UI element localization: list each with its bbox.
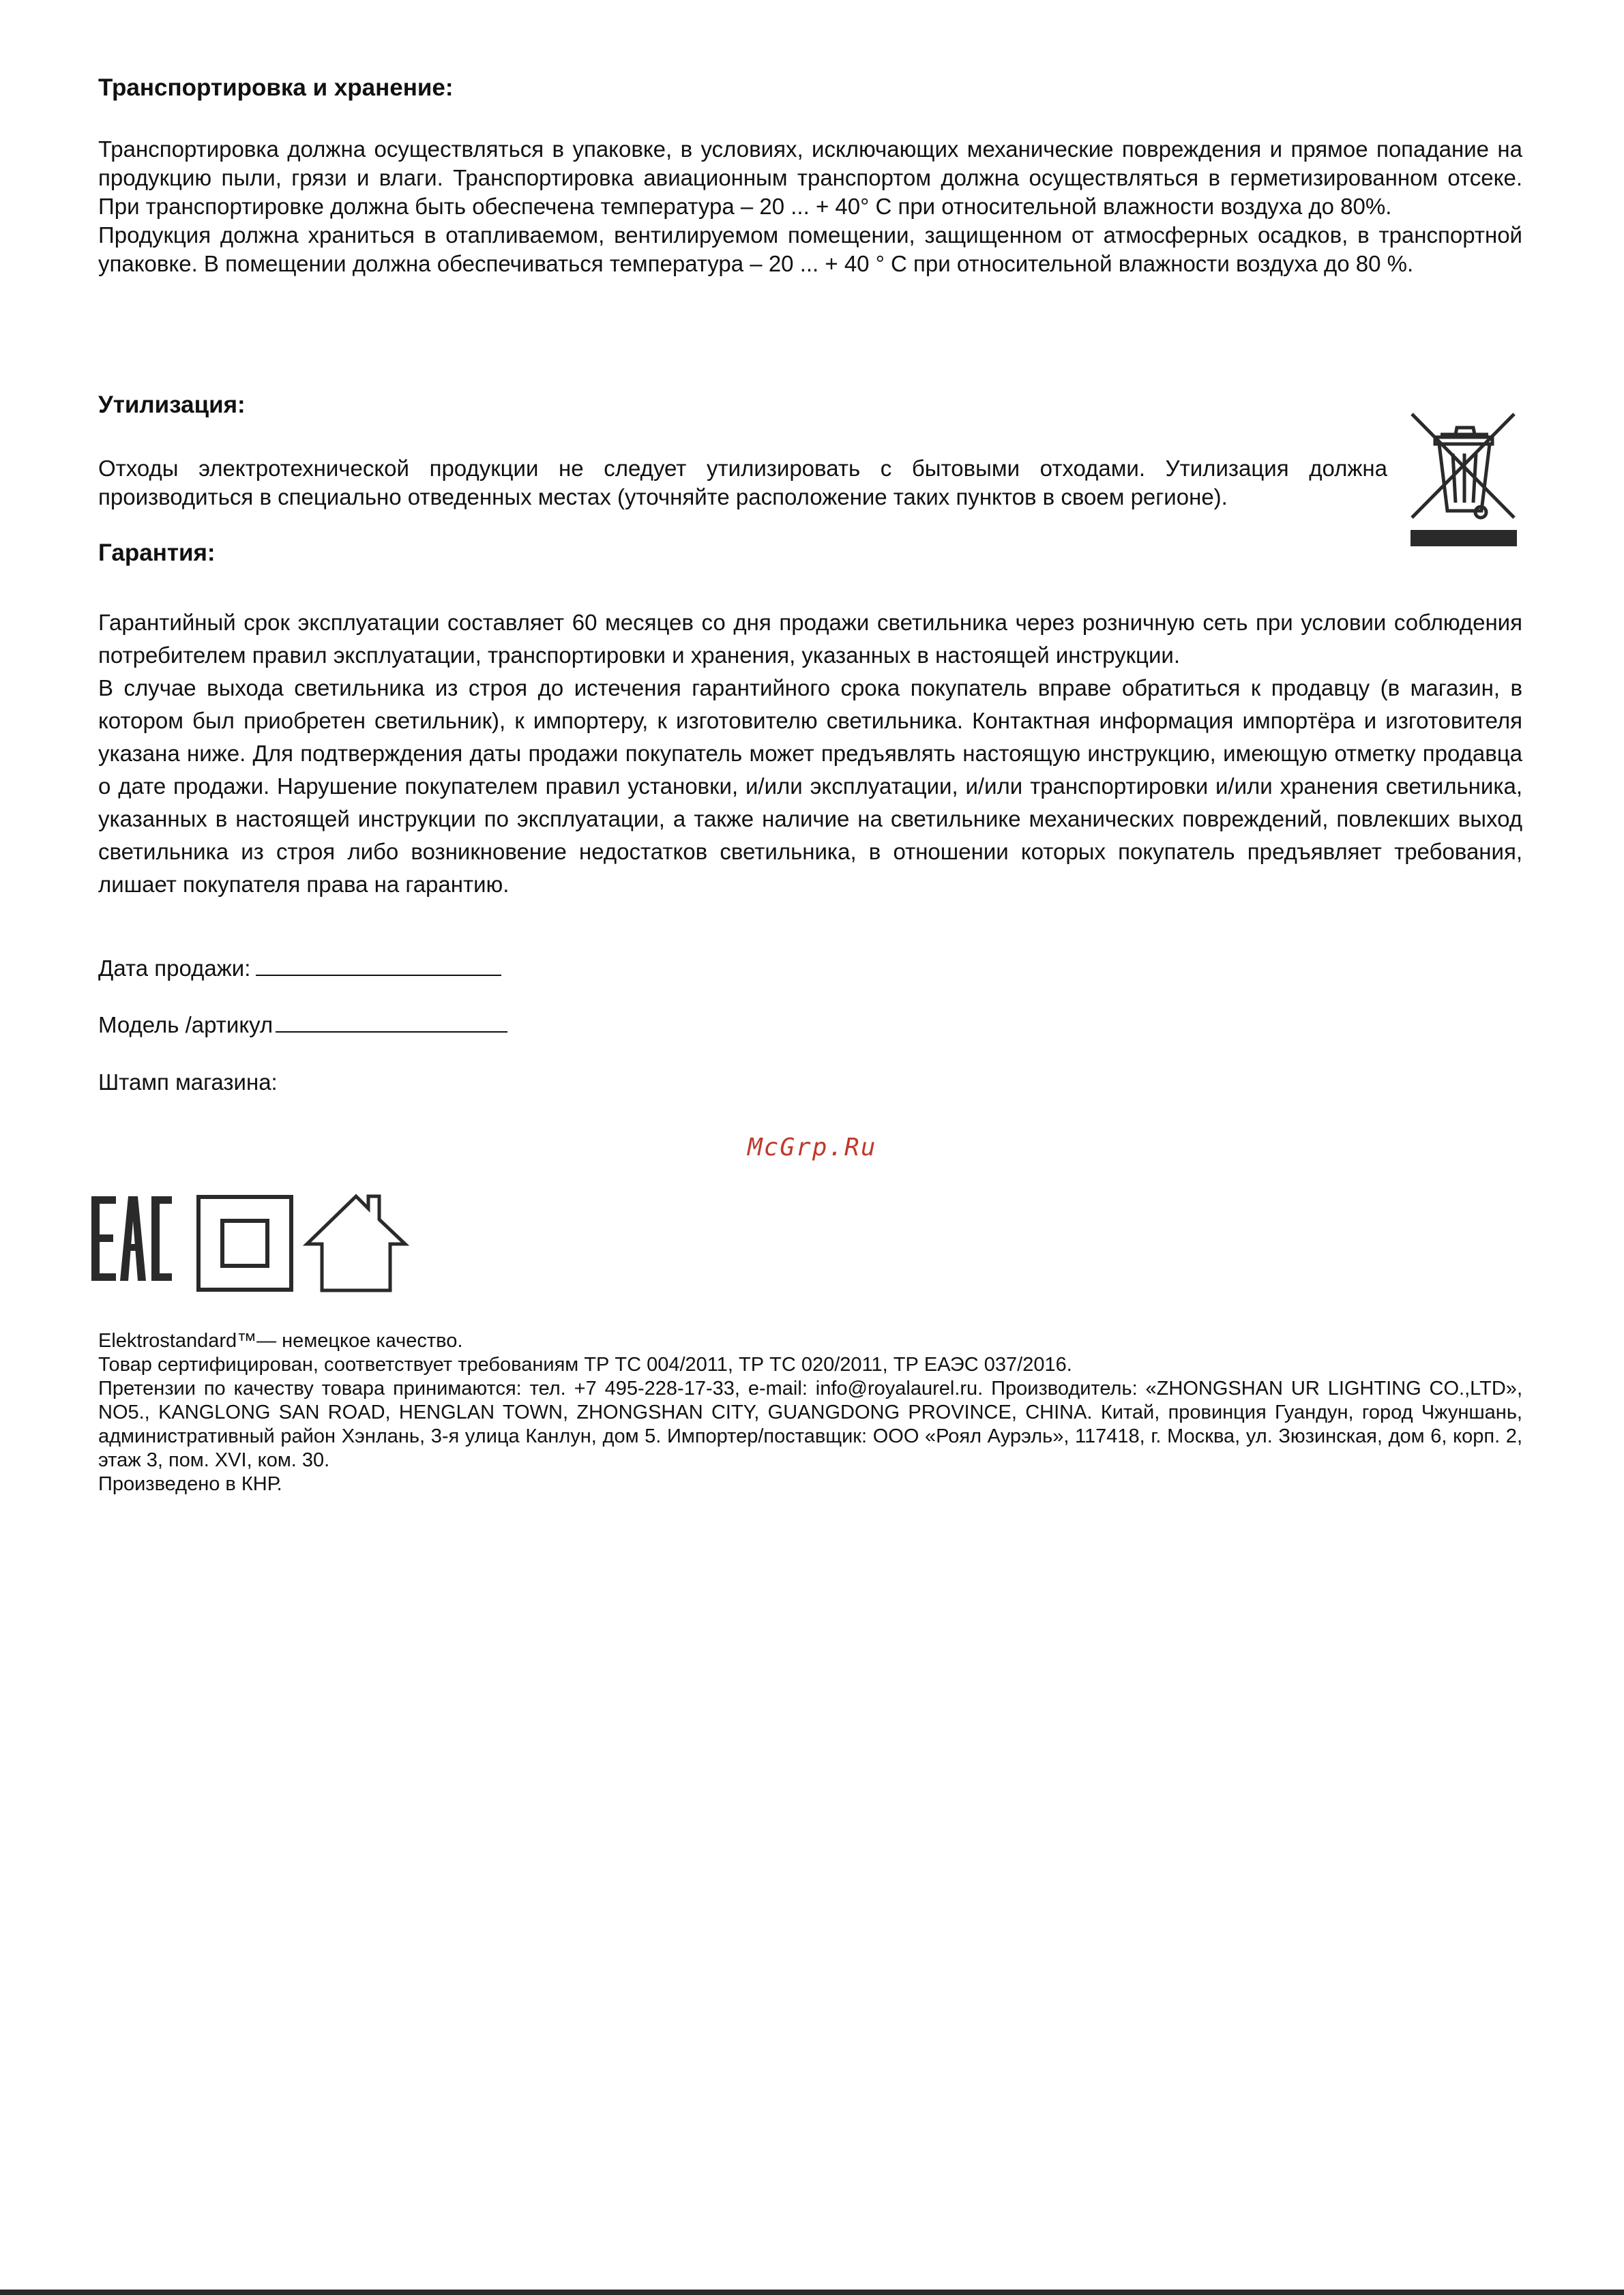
footer xyxy=(98,1329,1522,1496)
sale-date-label: Дата продажи: xyxy=(98,956,251,981)
footer-brand-line: Elektrostandard™— немецкое качество. xyxy=(98,1330,463,1352)
footer-certification-line: Товар сертифицирован, соответствует требованиям ТР ТС 004/2011, ТР ТС 020/2011, ТР ЕАЭС 037/2016. xyxy=(98,1354,1072,1376)
footer-origin-line: Произведено в КНР. xyxy=(98,1473,282,1495)
stamp-label: Штамп магазина: xyxy=(98,1069,278,1095)
model-blank xyxy=(276,1011,507,1033)
transport-section xyxy=(98,135,1522,278)
disposal-heading: Утилизация: xyxy=(98,391,246,418)
model-label: Модель /артикул xyxy=(98,1012,274,1037)
model-field xyxy=(98,1011,507,1039)
transport-heading: Транспортировка и хранение: xyxy=(98,74,454,101)
storage-paragraph: Продукция должна храниться в отапливаемом, вентилируемом помещении, защищенном от атмосферных осадков, в транспортной упаковке. В помещении должна обеспечиваться температура – 20 ... + 40 ° С при относительной влажности воздуха до 80 %. xyxy=(98,222,1522,276)
disposal-text: Отходы электротехнической продукции не следует утилизировать с бытовыми отходами. Утилизация должна производиться в специально отведенных местах (уточняйте расположение таких пунктов в своем регионе). xyxy=(98,456,1387,509)
indoor-use-house-icon xyxy=(303,1194,409,1293)
sale-date-blank xyxy=(256,954,501,976)
crossed-bin-icon xyxy=(1408,411,1520,548)
sale-date-field xyxy=(98,954,501,982)
transport-paragraph: Транспортировка должна осуществляться в упаковке, в условиях, исключающих механические повреждения и прямое попадание на продукцию пыли, грязи и влаги. Транспортировка авиационным транспортом должна осуществляться в герметизированном отсеке. При транспортировке должна быть обеспечена температура – 20 ... + 40° С при относительной влажности воздуха до 80%. xyxy=(98,136,1522,219)
warranty-heading: Гарантия: xyxy=(98,539,216,566)
warranty-claims-paragraph: В случае выхода светильника из строя до истечения гарантийного срока покупатель вправе обратиться к продавцу (в магазин, в котором был приобретен светильник), к импортеру, к изготовителю светильника. Контактная информация импортёра и изготовителя указана ниже. Для подтверждения даты продажи покупатель может предъявлять настоящую инструкцию, имеющую отметку продавца о дате продажи. Нарушение покупателем правил установки, и/или эксплуатации, и/или транспортировки и/или хранения светильника, указанных в настоящей инструкции по эксплуатации, а также наличие на светильнике механических повреждений, повлекших выход светильника из строя либо возникновение недостатков светильника, в отношении которых покупатель предъявляет требования, лишает покупателя права на гарантию. xyxy=(98,675,1522,897)
double-insulation-icon xyxy=(196,1195,293,1292)
footer-contacts-paragraph: Претензии по качеству товара принимаются: тел. +7 495-228-17-33, e-mail: info@royalaurel.ru. Производитель: «ZHONGSHAN UR LIGHTING CO.,LTD», NO5., KANGLONG SAN ROAD, HENGLAN TOWN, ZHONGSHAN CITY, GUANGDONG PROVINCE, CHINA. Китай, провинция Гуандун, город Чжуншань, административный район Хэнлань, 3-я улица Канлун, дом 5. Импортер/поставщик: ООО «Роял Аурэль», 117418, г. Москва, ул. Зюзинская, дом 6, корп. 2, этаж 3, пом. XVI, ком. 30. xyxy=(98,1378,1522,1471)
disposal-section xyxy=(98,454,1387,512)
warranty-section xyxy=(98,606,1522,901)
page-bottom-rule xyxy=(0,2290,1624,2295)
watermark: McGrp.Ru xyxy=(748,1134,877,1161)
warranty-term-paragraph: Гарантийный срок эксплуатации составляет 60 месяцев со дня продажи светильника через розничную сеть при условии соблюдения потребителем правил эксплуатации, транспортировки и хранения, указанных в настоящей инструкции. xyxy=(98,610,1522,668)
stamp-field xyxy=(98,1069,278,1096)
